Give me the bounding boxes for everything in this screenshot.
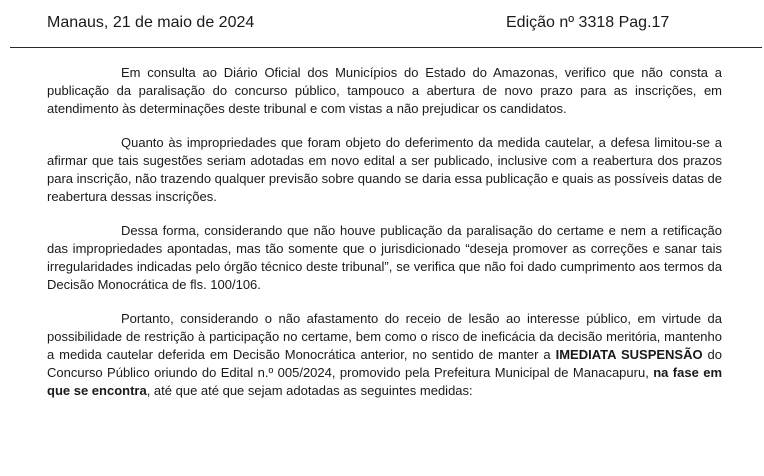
paragraph-3: Dessa forma, considerando que não houve publicação da paralisação do certame e nem a retificação das impropriedades apontadas, mas tão somente que o jurisdicionado “deseja promover as correções e sanar tais irregularidades indicadas pelo órgão técnico deste tribunal”, se verifica que não foi dado cumprimento aos termos da Decisão Monocrática de fls. 100/106. bbox=[47, 223, 722, 292]
current-phase-emphasis: na fase em que se encontra bbox=[47, 365, 723, 398]
paragraph-4-text-b: do Concurso Público oriundo do Edital n.º 005/2024, promovido pela Prefeitura Municipal de Manacapuru, bbox=[47, 347, 722, 380]
paragraph-2: Quanto às impropriedades que foram objeto do deferimento da medida cautelar, a defesa limitou-se a afirmar que tais sugestões seriam adotadas em novo edital a ser publicado, inclusive com a reabertura dos prazos para inscrição, não trazendo qualquer previsão sobre quando se daria essa publicação e quais as possíveis datas de reabertura dessas inscrições. bbox=[47, 135, 722, 204]
header-divider bbox=[10, 47, 762, 48]
header-place-date: Manaus, 21 de maio de 2024 bbox=[47, 14, 255, 31]
paragraph-4-text-a: Portanto, considerando o não afastamento do receio de lesão ao interesse público, em virtude da possibilidade de restrição à participação no certame, bem como o risco de ineficácia da decisão meritória, mantenho a medida cautelar deferida em Decisão Monocrática anterior, no sentido de manter a bbox=[47, 311, 722, 362]
document-body bbox=[47, 64, 722, 400]
paragraph-1: Em consulta ao Diário Oficial dos Municípios do Estado do Amazonas, verifico que não consta a publicação da paralisação do concurso público, tampouco a abertura de novo prazo para as inscrições, em atendimento às determinações deste tribunal e com vistas a não prejudicar os candidatos. bbox=[47, 65, 722, 116]
paragraph-4 bbox=[47, 310, 722, 400]
suspension-emphasis: IMEDIATA SUSPENSÃO bbox=[555, 347, 703, 362]
header-edition-page: Edição nº 3318 Pag.17 bbox=[506, 14, 670, 31]
page-header bbox=[0, 0, 764, 48]
paragraph-4-text-c: , até que até que sejam adotadas as seguintes medidas: bbox=[146, 383, 473, 398]
